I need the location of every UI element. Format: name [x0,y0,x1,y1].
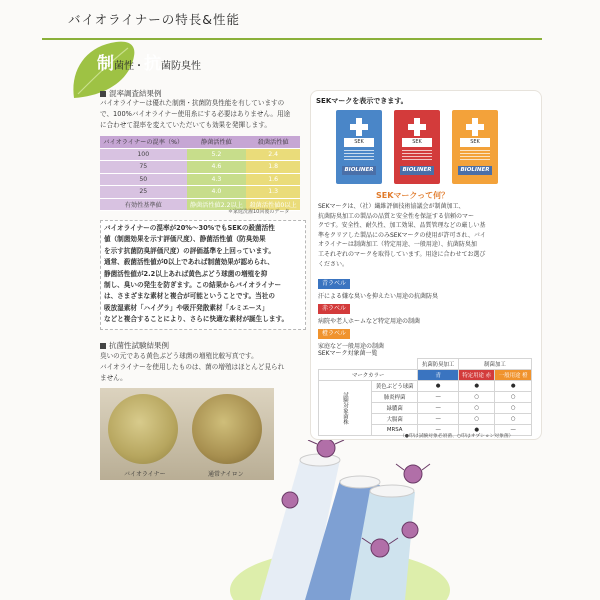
table-row: MRSA — ● — [319,425,532,436]
moisture-table [100,136,300,211]
sek-text: SEKマークは、（社）繊維評価技術協議会が制菌加工、 抗菌防臭加工の製品の品質と安全性を保証する信頼のマー クです。安全性、耐久性、加工効果、品質管理などの厳しい基 準をクリアした製品にのみSEKマークの使用が許可され、バイ オライナーは制菌加工（特定用途、一般用途）、抗菌防臭加 工それぞれのマークを取得しています。用途に合わせてお選び ください。 [318,203,486,268]
moisture-heading: 混率調査結果例 [100,88,162,99]
label-blue: 青ラベル 汗による嫌な臭いを抑えたい用途の抗菌防臭 [318,280,439,300]
table-note: ＊家庭洗濯10回後のデータ [228,209,290,215]
label-red: 赤ラベル 病院や老人ホームなど特定用途の制菌 [318,305,421,325]
col-header: 静菌活性値 [187,136,247,148]
sek-table-title: SEKマーク対象菌一覧 [318,350,378,357]
cross-icon [349,117,369,137]
dish-label-nylon: 通常ナイロン [208,471,244,478]
moisture-text: バイオライナーは優れた制菌・抗菌防臭性能を有していますの で、100%バイオライナー使用糸にする必要はありません。用途 に合わせて混率を変えていただいても効果を発揮します。 [100,99,291,129]
table-row: 肺炎桿菌 — ○ ○ [319,392,532,403]
sek-card-red: SEK BIOLINER [394,110,440,184]
antibac-heading: 抗菌性試験結果例 [100,340,169,351]
table-row: 有効性基準値 静菌活性値2.2以上 殺菌活性値0以上 [100,198,300,211]
cross-icon [465,117,485,137]
antibac-text: 臭いの元である黄色ぶどう球菌の増殖比較写真です。 バイオライナーを使用したものは、菌の増殖はほとんど見られ ません。 [100,352,285,382]
explanation-text: バイオライナーの混率が20%〜30%でもSEKの殺菌活性 値（制菌効果を示す評価尺度）、静菌活性値（防臭効果 を示す抗菌防臭評価尺度）の評価基準を上回っています。 通常、殺菌活性値が0以上であれば制菌効果が認められ、 静菌活性値が2.2以上あれば黄色ぶどう球菌の増殖を抑 制し、臭いの発生を防ぎます。この結果からバイオライナー は、さまざまな素材と複合が可能ということです。当社の 吸放湿素材「ハイグラ」や吸汗発散素材「ルミエース」 などと複合することにより、さらに快適な素材が誕生します。 [104,224,289,324]
table-row: 緑膿菌 — ○ ○ [319,403,532,414]
col-header: 殺菌活性値 [246,136,300,148]
sek-table: 抗菌防臭加工 制菌加工 マークカラー 青 特定用途 赤 一般用途 橙 試験対象菌株 黄色ぶどう球菌 ● ● ● 肺炎桿菌 — ○ ○ 緑膿菌 — ○ ○ 大腸菌 — ○ ○ MRSA — ● — [318,358,532,436]
table-row: 75 4.6 1.8 [100,161,300,174]
table-row: 大腸菌 — ○ ○ [319,414,532,425]
hero-heading: 制菌性・抗菌防臭性 [97,54,201,74]
dish-label-bioliner: バイオライナー [124,471,166,478]
fiber-illustration [230,440,500,600]
sek-card-orange: SEK BIOLINER [452,110,498,184]
table-row: 試験対象菌株 黄色ぶどう球菌 ● ● ● [319,381,532,392]
sek-title: SEKマークを表示できます。 [316,97,408,105]
sek-card-blue: SEK BIOLINER [336,110,382,184]
sek-subtitle: SEKマークって何？ [376,191,450,200]
sek-table-note: （●印は試験対象必須菌、○印はオプション対象菌） [400,434,514,439]
petri-dish-bioliner [108,394,178,464]
table-row: 25 4.0 1.3 [100,186,300,199]
cross-icon [407,117,427,137]
col-header: バイオライナーの混率（%） [100,136,187,148]
table-row: 100 5.2 2.4 [100,148,300,161]
table-row: 50 4.3 1.6 [100,173,300,186]
label-orange: 橙ラベル 家庭など一般用途の制菌 [318,330,385,350]
page-title: バイオライナーの特長&性能 [68,12,240,27]
